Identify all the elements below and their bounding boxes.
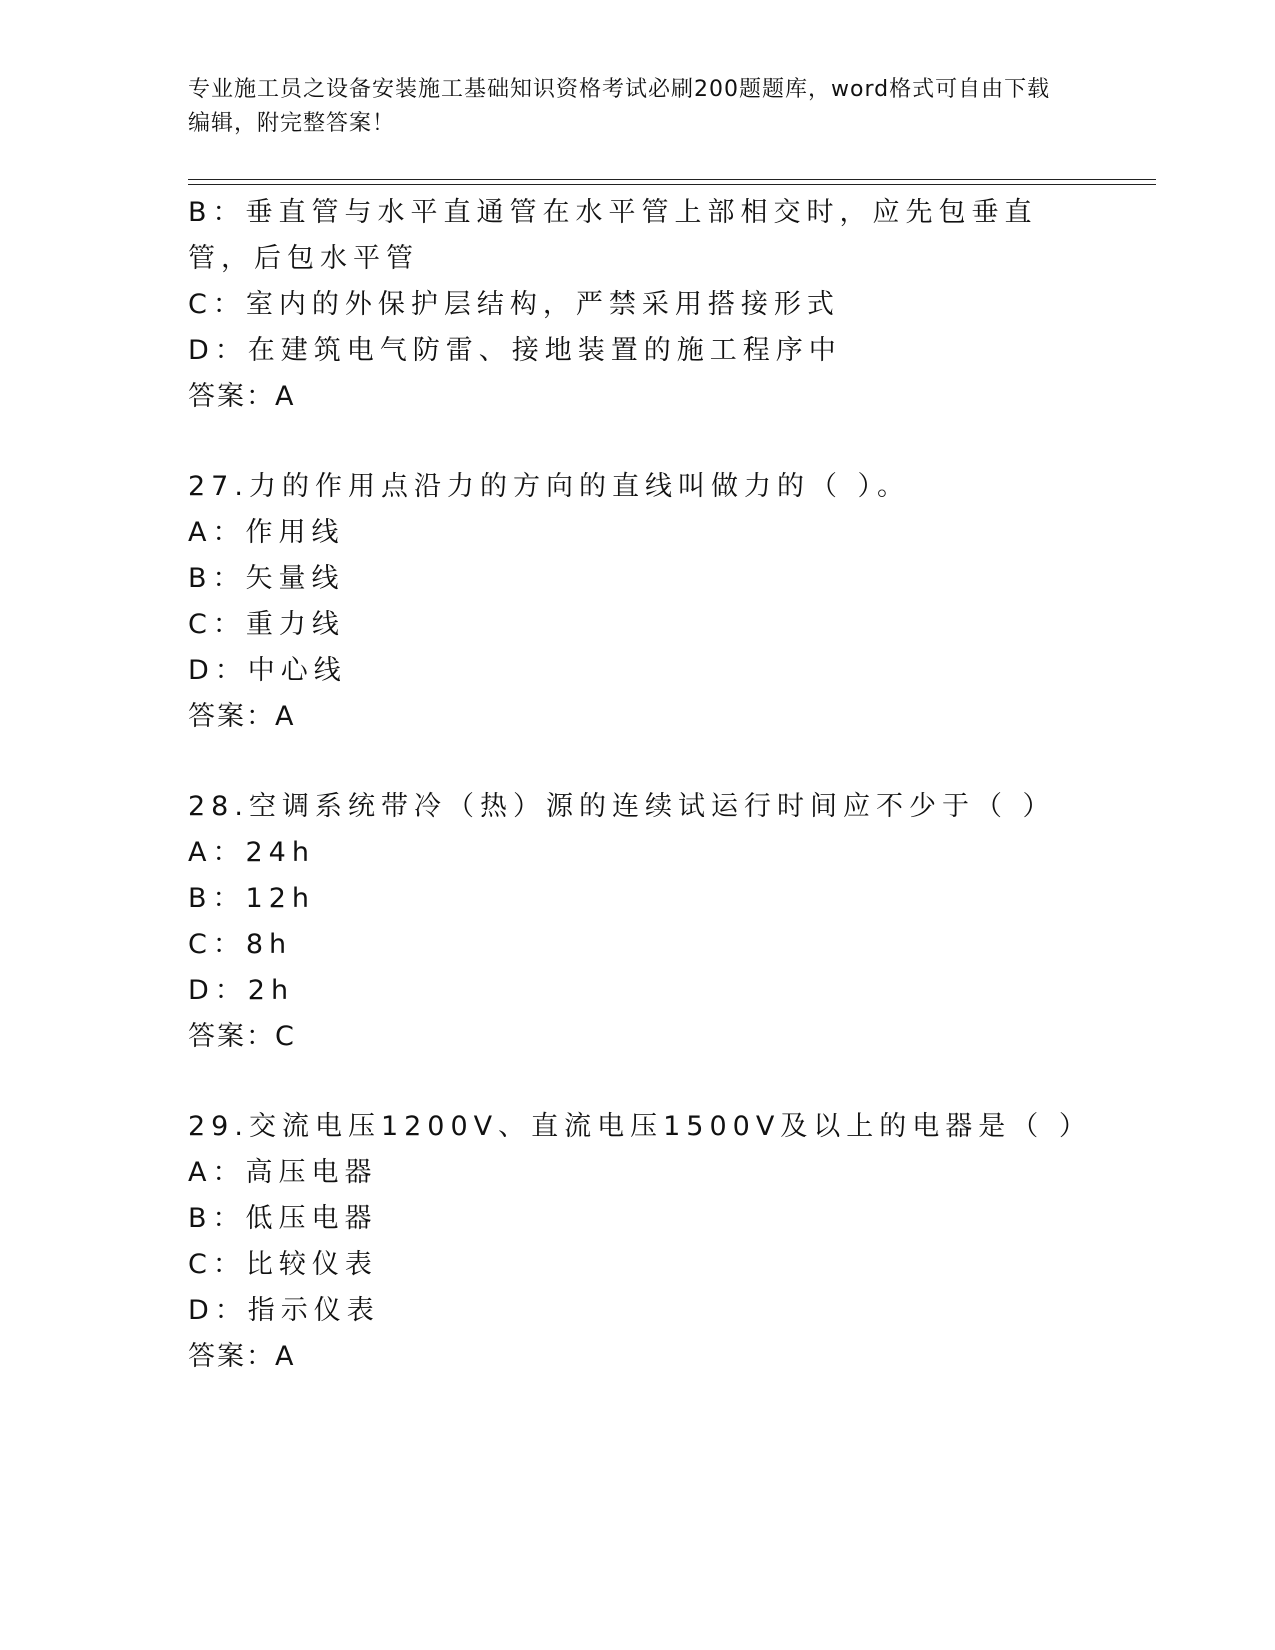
answer-label: 答案：A (188, 1341, 296, 1372)
option-c: C：室内的外保护层结构，严禁采用搭接形式 (188, 289, 840, 320)
prev-question-block (188, 190, 1088, 420)
header-rule-bottom (188, 184, 1156, 185)
question-stem: 29.交流电压1200V、直流电压1500V及以上的电器是（ ） (188, 1111, 1092, 1142)
question-stem: 28.空调系统带冷（热）源的连续试运行时间应不少于（ ） (188, 791, 1056, 822)
answer-label: 答案：A (188, 701, 296, 732)
option-d: D：在建筑电气防雷、接地装置的施工程序中 (188, 335, 842, 366)
answer-label: 答案：C (188, 1021, 296, 1052)
option-c: C：比较仪表 (188, 1249, 378, 1280)
spacer (188, 420, 1088, 464)
header-rule-top (188, 179, 1156, 180)
question-block-28 (188, 784, 1088, 1060)
option-b: B：矢量线 (188, 563, 345, 594)
option-d: D：2h (188, 975, 295, 1006)
document-title: 专业施工员之设备安装施工基础知识资格考试必刷200题题库，word格式可自由下载编辑，附完整答案！ (188, 77, 1051, 136)
spacer (188, 740, 1088, 784)
option-b: B：垂直管与水平直通管在水平管上部相交时，应先包垂直管，后包水平管 (188, 197, 1038, 274)
option-c: C：8h (188, 929, 293, 960)
question-block-27 (188, 464, 1088, 740)
answer-label: 答案：A (188, 381, 296, 412)
option-c: C：重力线 (188, 609, 345, 640)
question-content (188, 190, 1092, 1380)
option-a: A：作用线 (188, 517, 345, 548)
option-d: D：中心线 (188, 655, 347, 686)
option-a: A：高压电器 (188, 1157, 378, 1188)
option-b: B：低压电器 (188, 1203, 378, 1234)
option-d: D：指示仪表 (188, 1295, 380, 1326)
spacer (188, 1060, 1088, 1104)
question-stem: 27.力的作用点沿力的方向的直线叫做力的（ ）。 (188, 471, 911, 502)
option-b: B：12h (188, 883, 315, 914)
option-a: A：24h (188, 837, 315, 868)
question-block-29 (188, 1104, 1092, 1380)
